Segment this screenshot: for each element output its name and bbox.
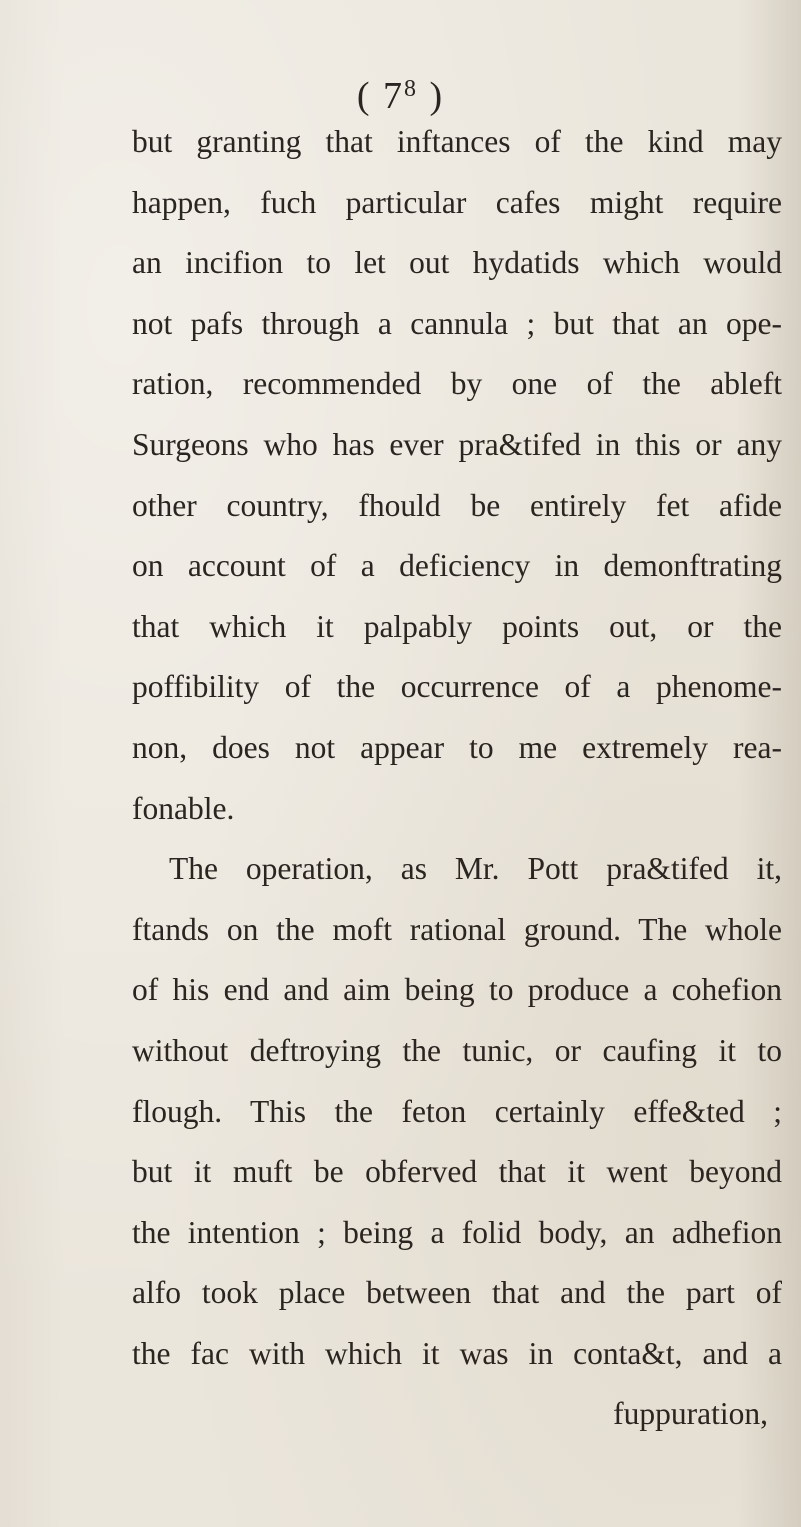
text-line: on account of a deficiency in demonftrating [132,548,782,584]
text-line: that which it palpably points out, or the [132,608,782,644]
text-line: ration, recommended by one of the ableft [132,366,782,402]
text-line: ftands on the moft rational ground. The whole [132,911,782,947]
text-line: without deftroying the tunic, or caufing it to [132,1032,782,1068]
catchword-line: fuppuration, [613,1396,768,1432]
text-line: an incifion to let out hydatids which would [132,245,782,281]
text-line: non, does not appear to me extremely rea- [132,729,782,765]
text-line: alfo took place between that and the part of [132,1275,782,1311]
paragraph-end-line: fonable. [132,790,235,826]
text-line: poffibility of the occurrence of a phenome- [132,669,782,705]
text-line: happen, fuch particular cafes might require [132,184,782,220]
text-line: other country, fhould be entirely fet afide [132,487,782,523]
text-line: flough. This the feton certainly effe&ted ; [132,1093,782,1129]
text-line: but granting that inftances of the kind may [132,124,782,159]
header-open-paren: ( [356,75,372,117]
page-number-superscript: 8 [404,76,418,102]
text-line: the intention ; being a folid body, an adhefion [132,1214,782,1250]
text-line: Surgeons who has ever pra&tifed in this or any [132,426,782,462]
body-text [132,112,782,1445]
text-line: of his end and aim being to produce a cohefion [132,972,782,1008]
paragraph-start-line: The operation, as Mr. Pott pra&tifed it, [169,851,782,887]
text-line: not pafs through a cannula ; but that an ope- [132,305,782,341]
header-close-paren: ) [429,75,445,117]
text-line: but it muft be obferved that it went beyond [132,1154,782,1190]
text-line: the fac with which it was in conta&t, and a [132,1335,782,1371]
page-number: 7 [383,75,404,117]
